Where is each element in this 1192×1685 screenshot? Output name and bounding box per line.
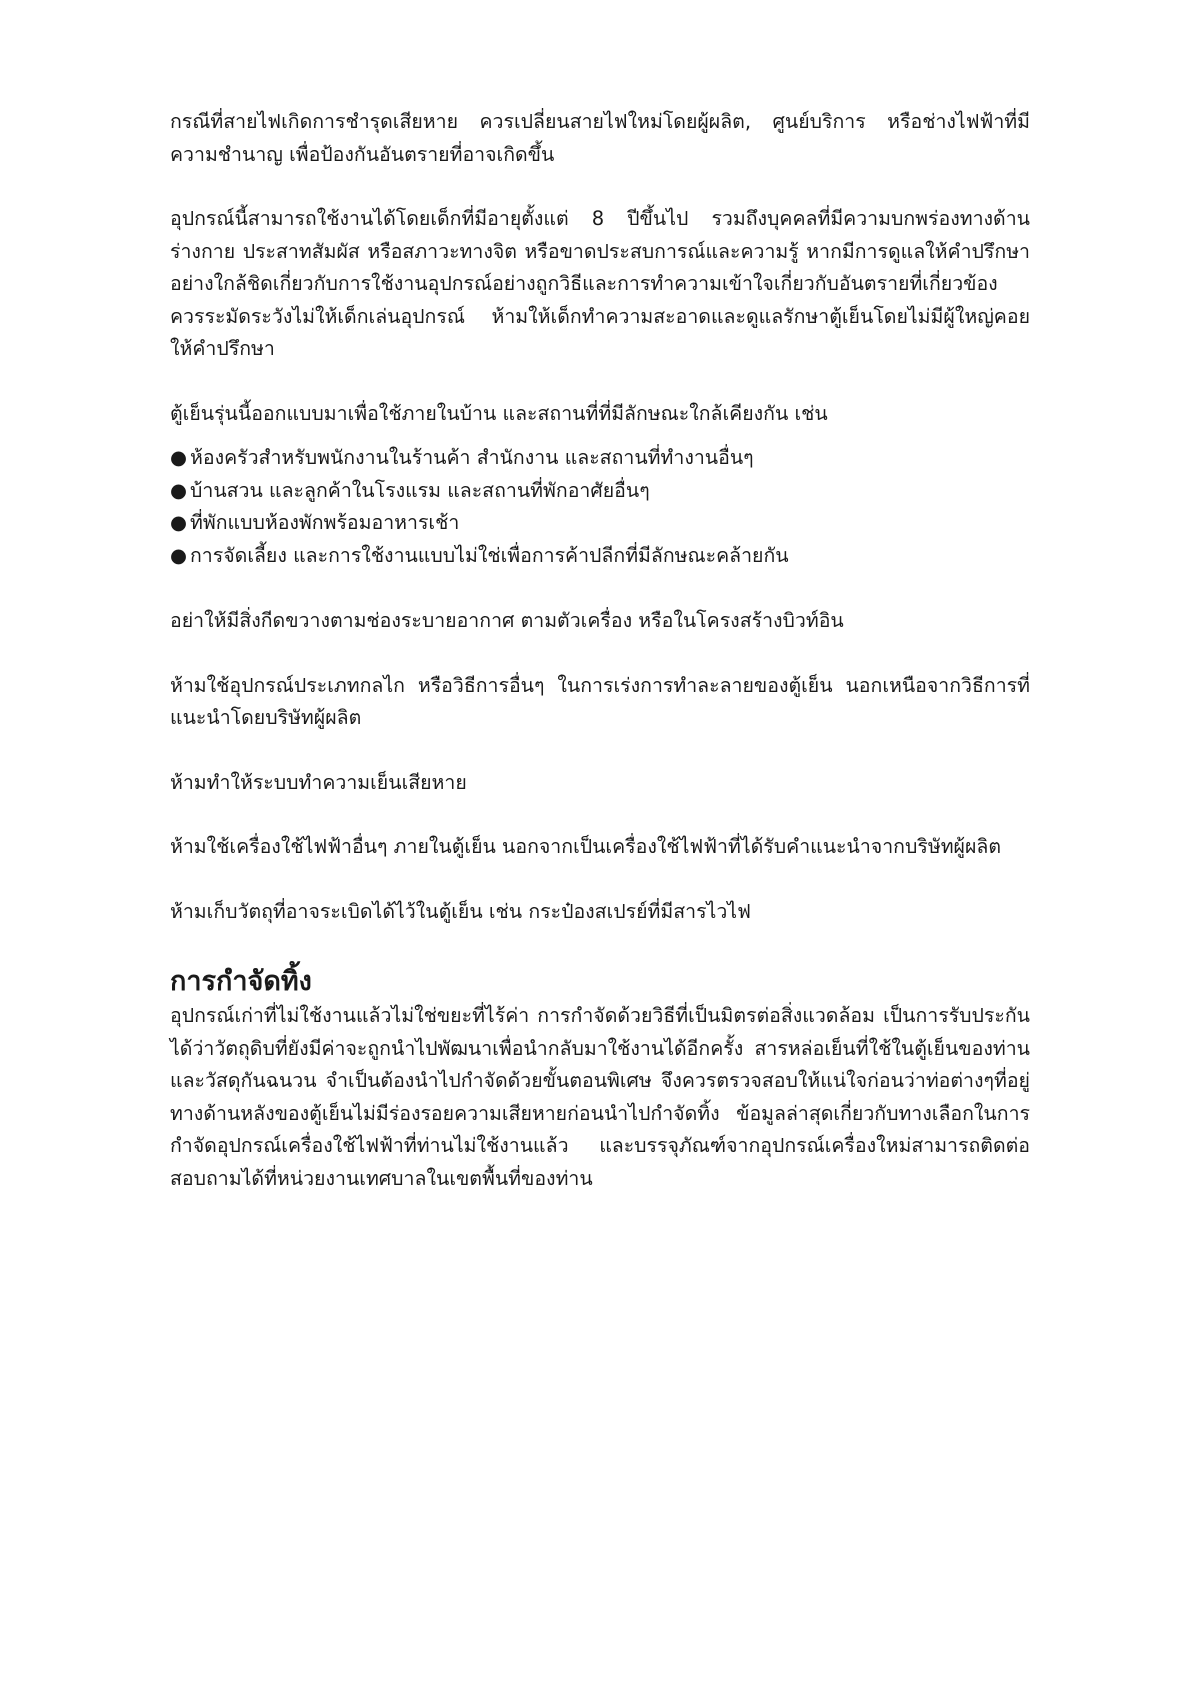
bullet-icon: ● <box>170 543 188 567</box>
paragraph-defrost: ห้ามใช้อุปกรณ์ประเภทกลไก หรือวิธีการอื่นๆ ในการเร่งการทำละลายของตู้เย็น นอกเหนือจากวิธีการที่แนะนำโดยบริษัทผู้ผลิต <box>170 673 1030 729</box>
list-item-text: ที่พักแบบห้องพักพร้อมอาหารเช้า <box>190 511 460 534</box>
paragraph-explosive-substances: ห้ามเก็บวัตถุที่อาจระเบิดได้ไว้ในตู้เย็น เช่น กระป๋องสเปรย์ที่มีสารไวไฟ <box>170 899 751 923</box>
paragraph-intended-use: ตู้เย็นรุ่นนี้ออกแบบมาเพื่อใช้ภายในบ้าน และสถานที่ที่มีลักษณะใกล้เคียงกัน เช่น <box>170 401 828 425</box>
list-item-text: บ้านสวน และลูกค้าในโรงแรม และสถานที่พักอาศัยอื่นๆ <box>190 478 650 502</box>
list-item <box>170 442 1030 475</box>
list-item <box>170 540 1030 573</box>
document-page <box>170 106 1030 1195</box>
section-heading-disposal: การกำจัดทิ้ง <box>170 966 312 997</box>
list-item-text: ห้องครัวสำหรับพนักงานในร้านค้า สำนักงาน และสถานที่ทำงานอื่นๆ <box>190 446 754 469</box>
paragraph-disposal: อุปกรณ์เก่าที่ไม่ใช้งานแล้วไม่ใช่ขยะที่ไร้ค่า การกำจัดด้วยวิธีที่เป็นมิตรต่อสิ่งแวดล้อม เป็นการรับประกันได้ว่าวัตถุดิบที่ยังมีค่าจะถูกนำไปพัฒนาเพื่อนำกลับมาใช้งานได้อีกครั้ง สารหล่อเย็นที่ใช้ในตู้เย็นของท่านและวัสดุกันฉนวน จำเป็นต้องนำไปกำจัดด้วยขั้นตอนพิเศษ จึงควรตรวจสอบให้แน่ใจก่อนว่าท่อต่างๆที่อยู่ทางด้านหลังของตู้เย็นไม่มีร่องรอยความเสียหายก่อนนำไปกำจัดทิ้ง ข้อมูลล่าสุดเกี่ยวกับทางเลือกในการกำจัดอุปกรณ์เครื่องใช้ไฟฟ้าที่ท่านไม่ใช้งานแล้ว และบรรจุภัณฑ์จากอุปกรณ์เครื่องใหม่สามารถติดต่อสอบถามได้ที่หน่วยงานเทศบาลในเขตพื้นที่ของท่าน <box>170 1004 1030 1190</box>
paragraph-electrical-appliances: ห้ามใช้เครื่องใช้ไฟฟ้าอื่นๆ ภายในตู้เย็น นอกจากเป็นเครื่องใช้ไฟฟ้าที่ได้รับคำแนะนำจากบริษัทผู้ผลิต <box>170 835 1002 858</box>
list-item <box>170 507 1030 540</box>
intended-use-list <box>170 442 1030 572</box>
bullet-icon: ● <box>170 478 188 502</box>
paragraph-children-safety: อุปกรณ์นี้สามารถใช้งานได้โดยเด็กที่มีอายุตั้งแต่ 8 ปีขึ้นไป รวมถึงบุคคลที่มีความบกพร่องทางด้านร่างกาย ประสาทสัมผัส หรือสภาวะทางจิต หรือขาดประสบการณ์และความรู้ หากมีการดูแลให้คำปรึกษาอย่างใกล้ชิดเกี่ยวกับการใช้งานอุปกรณ์อย่างถูกวิธีและการทำความเข้าใจเกี่ยวกับอันตรายที่เกี่ยวข้อง ควรระมัดระวังไม่ให้เด็กเล่นอุปกรณ์ ห้ามให้เด็กทำความสะอาดและดูแลรักษาตู้เย็นโดยไม่มีผู้ใหญ่คอยให้คำปรึกษา <box>170 207 1030 360</box>
paragraph-ventilation: อย่าให้มีสิ่งกีดขวางตามช่องระบายอากาศ ตามตัวเครื่อง หรือในโครงสร้างบิวท์อิน <box>170 609 844 632</box>
bullet-icon: ● <box>170 511 188 534</box>
list-item-text: การจัดเลี้ยง และการใช้งานแบบไม่ใช่เพื่อการค้าปลีกที่มีลักษณะคล้ายกัน <box>190 543 789 567</box>
paragraph-power-cord: กรณีที่สายไฟเกิดการชำรุดเสียหาย ควรเปลี่ยนสายไฟใหม่โดยผู้ผลิต, ศูนย์บริการ หรือช่างไฟฟ้าที่มีความชำนาญ เพื่อป้องกันอันตรายที่อาจเกิดขึ้น <box>170 110 1030 166</box>
paragraph-refrigerant-circuit: ห้ามทำให้ระบบทำความเย็นเสียหาย <box>170 770 467 794</box>
list-item <box>170 475 1030 508</box>
bullet-icon: ● <box>170 446 188 469</box>
